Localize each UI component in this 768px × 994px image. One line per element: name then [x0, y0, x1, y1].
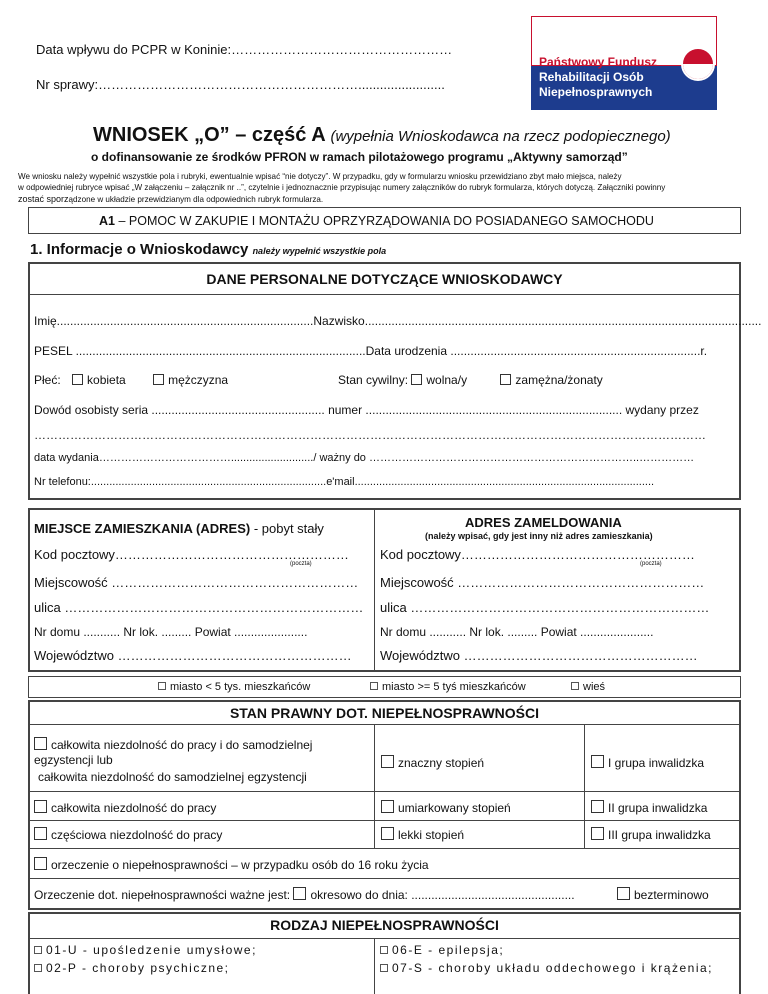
type-06-checkbox[interactable]: 06-E - epilepsja; [380, 943, 504, 957]
registration-voivodeship[interactable]: Województwo ……………………………………………… [380, 648, 698, 663]
type-07-checkbox[interactable]: 07-S - choroby układu oddechowego i krążenia; [380, 961, 713, 975]
indefinite-validity-checkbox[interactable]: bezterminowo [617, 887, 709, 902]
gender-row: Płeć: kobieta mężczyzna [34, 373, 229, 387]
group-1-checkbox[interactable]: I grupa inwalidzka [591, 755, 704, 770]
id-card-field[interactable]: Dowód osobisty seria .................................................... numer ............................................................................. wydany przez [34, 403, 699, 417]
marital-status-row: Stan cywilny: wolna/y zamężna/żonaty [338, 373, 603, 387]
registration-header: ADRES ZAMELDOWANIA [465, 515, 622, 530]
type-01-checkbox[interactable]: 01-U - upośledzenie umysłowe; [34, 943, 257, 957]
legal-option-total-inability-checkbox[interactable]: całkowita niezdolność do pracy i do samodzielnej [34, 737, 312, 752]
residence-voivodeship[interactable]: Województwo ……………………………………………… [34, 648, 352, 663]
marital-single-checkbox[interactable]: wolna/y [411, 373, 467, 387]
personal-data-header: DANE PERSONALNE DOTYCZĄCE WNIOSKODAWCY [206, 271, 563, 287]
under-16-certificate-checkbox[interactable]: orzeczenie o niepełnosprawności – w przypadku osób do 16 roku życia [34, 857, 429, 872]
section-1-title: 1. Informacje o Wnioskodawcy należy wypełnić wszystkie pola [30, 241, 387, 258]
big-city-checkbox[interactable]: miasto >= 5 tyś mieszkańców [370, 681, 526, 693]
small-city-checkbox[interactable]: miasto < 5 tys. mieszkańców [158, 681, 310, 693]
registration-street[interactable]: ulica …………………………………………………………… [380, 600, 710, 615]
validity-row: Orzeczenie dot. niepełnosprawności ważne jest: okresowo do dnia: ................................................. [34, 888, 575, 902]
intro-line-3: zostać sporządzone w układzie przewidzianym dla odpowiednich rubryk formularza. [18, 194, 324, 204]
intro-line-1: We wniosku należy wypełnić wszystkie pola i rubryki, ewentualnie wpisać “nie dotyczy”. W przypadku, gdy w formularzu wniosku przewidziano zbyt mało miejsca, należy [18, 172, 622, 181]
pfron-logo [531, 16, 717, 110]
moderate-degree-checkbox[interactable]: umiarkowany stopień [381, 800, 511, 815]
residence-postal-code[interactable]: Kod pocztowy……………………………………………… [34, 547, 349, 562]
phone-email-field[interactable]: Nr telefonu:.............................................................................e'mail.................................................................................................. [34, 476, 655, 488]
registration-postal-code[interactable]: Kod pocztowy……………………………………………… [380, 547, 695, 562]
registration-note: (należy wpisać, gdy jest inny niż adres zamieszkania) [425, 531, 653, 541]
residence-street[interactable]: ulica …………………………………………………………… [34, 600, 364, 615]
a1-box [28, 207, 741, 234]
logo-line-2-3: Rehabilitacji Osób Niepełnosprawnych [539, 70, 653, 99]
group-2-checkbox[interactable]: II grupa inwalidzka [591, 800, 707, 815]
legal-option-line-2: egzystencji lub [34, 753, 113, 767]
residence-poczta-label: (poczta) [290, 561, 312, 567]
periodic-validity-checkbox[interactable]: okresowo do dnia: ................................................. [293, 888, 574, 902]
gender-female-checkbox[interactable]: kobieta [72, 373, 126, 387]
group-3-checkbox[interactable]: III grupa inwalidzka [591, 827, 711, 842]
legal-status-header: STAN PRAWNY DOT. NIEPEŁNOSPRAWNOŚCI [229, 705, 540, 721]
residence-header: MIEJSCE ZAMIESZKANIA (ADRES) - pobyt stały [34, 521, 324, 536]
legal-option-line-3: całkowita niezdolność do samodzielnej egzystencji [38, 770, 307, 784]
gender-male-checkbox[interactable]: mężczyzna [153, 373, 228, 387]
type-02-checkbox[interactable]: 02-P - choroby psychiczne; [34, 961, 230, 975]
pesel-field[interactable]: PESEL .......................................................................................Data urodzenia ...........................................................................r. [34, 344, 708, 358]
residence-house-number[interactable]: Nr domu ........... Nr lok. ......... Powiat ...................... [34, 625, 308, 639]
significant-degree-checkbox[interactable]: znaczny stopień [381, 755, 484, 770]
a1-title: A1 – POMOC W ZAKUPIE I MONTAŻU OPRZYRZĄDOWANIA DO POSIADANEGO SAMOCHODU [99, 214, 654, 228]
residence-city[interactable]: Miejscowość ………………………………………………… [34, 575, 359, 590]
intro-line-2: w odpowiedniej rubryce wpisać „W załączeniu – załącznik nr ..”, czytelnie i jednoznacznie przypisując numery załączników do rubryk formularza, których dotyczą. Załączniki powinny [18, 183, 666, 192]
village-checkbox[interactable]: wieś [571, 681, 605, 693]
registration-city[interactable]: Miejscowość ………………………………………………… [380, 575, 705, 590]
logo-circle-icon [681, 47, 715, 81]
marital-married-checkbox[interactable]: zamężna/żonaty [500, 373, 602, 387]
disability-type-header: RODZAJ NIEPEŁNOSPRAWNOŚCI [270, 917, 499, 933]
partial-work-inability-checkbox[interactable]: częściowa niezdolność do pracy [34, 827, 222, 842]
logo-line-1: Państwowy Fundusz [539, 55, 658, 69]
form-subtitle: o dofinansowanie ze środków PFRON w ramach pilotażowego programu „Aktywny samorząd” [91, 150, 628, 164]
registration-house-number[interactable]: Nr domu ........... Nr lok. ......... Powiat ...................... [380, 625, 654, 639]
form-title: WNIOSEK „O” – część A (wypełnia Wnioskodawca na rzecz podopiecznego) [93, 124, 671, 146]
date-received-field[interactable]: Data wpływu do PCPR w Koninie:…………………………………………… [36, 42, 453, 57]
total-work-inability-checkbox[interactable]: całkowita niezdolność do pracy [34, 800, 216, 815]
case-number-field[interactable]: Nr sprawy:……………………………………………………........................ [36, 77, 445, 92]
registration-poczta-label: (poczta) [640, 561, 662, 567]
name-field[interactable]: Imię.............................................................................Nazwisko....................................................................................................................... [34, 314, 762, 328]
issue-date-field[interactable]: data wydania……………………………….........................../ ważny do ………………………………………………………………..…………… [34, 452, 695, 464]
light-degree-checkbox[interactable]: lekki stopień [381, 827, 464, 842]
id-issuer-field[interactable]: …………………………………………………………………………………………………………………………………………………… [34, 428, 706, 442]
